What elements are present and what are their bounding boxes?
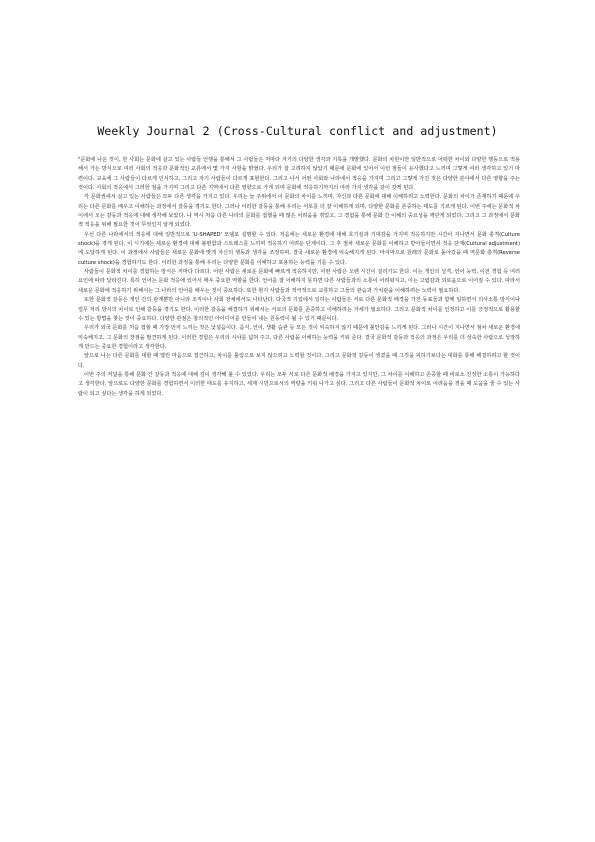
- paragraph: "문화에 나온 것이, 한 사회는 문화에 살고 있는 사람들 언행을 통해서 그 사람들은 저마다 자기의 다양한 생각과 기록을 개발했다. 문화의 차원이란 일반적으로 어떠한 차이와 다양한 행동으로 적용해서 가는 방식으로 여러 사회의 적응과 문화적인 교류에서 몇 가지 사항을 밝혔다. 우리가 잘 고려하지 않았기 때문에 문화에 있어서 이런 점들이 유사했다고 느끼며 그렇게 여러 생각하고 있기 마련이다. 교육에 그 사람들이 다르게 인식하고, 그리고 자기 사람들이 다르게 표현한다. 그리고 나서 어떤 사회와 나라에서 적응을 가지며 그리고 그렇게 가진 것은 다양한 분야에서 다른 영향을 주는 것이다. 사회의 적응에서 그러한 점을 가지며 그리고 다른 지역에서 다른 영향으로 가게 되며 문화에 적응하기까지의 여러 가지 생각을 같이 갖게 된다.: [78, 157, 520, 192]
- paragraph: 이번 주의 저널을 통해 문화 간 갈등과 적응에 대해 깊이 생각해 볼 수 있었다. 우리는 모두 서로 다른 문화적 배경을 가지고 있지만, 그 차이를 이해하고 존중할 때 비로소 진정한 소통이 가능하다고 생각한다. 앞으로도 다양한 문화를 경험하면서 이러한 태도를 유지하고, 세계 시민으로서의 역량을 키워 나가고 싶다. 그리고 다른 사람들이 문화적 차이로 어려움을 겪을 때 도움을 줄 수 있는 사람이 되고 싶다는 생각을 하게 되었다.: [78, 371, 520, 397]
- paragraph: 또한 문화적 갈등은 개인 간의 관계뿐만 아니라 조직이나 사회 전체에서도 나타난다. 다국적 기업에서 일하는 사람들은 서로 다른 문화적 배경을 가진 동료들과 함께 일하면서 의사소통 방식이나 업무 처리 방식의 차이로 인해 갈등을 겪기도 한다. 이러한 갈등을 해결하기 위해서는 서로의 문화를 존중하고 이해하려는 자세가 필요하다. 그리고 문화적 차이를 인정하고 이를 긍정적으로 활용할 수 있는 방법을 찾는 것이 중요하다. 다양한 관점은 창의적인 아이디어를 만들어 내는 원동력이 될 수 있기 때문이다.: [78, 297, 520, 322]
- journal-body: [78, 156, 520, 399]
- journal-title: Weekly Journal 2 (Cross-Cultural conflict and adjustment): [97, 124, 498, 138]
- paragraph: 우선 다른 나라에서의 적응에 대해 일반적으로 'U-SHAPED' 모델로 설명할 수 있다. 처음에는 새로운 환경에 대해 호기심과 기대감을 가지며 적응하지만 시간이 지나면서 문화 충격(Culture shock)을 겪게 된다. 이 시기에는 새로운 환경에 대해 불편함과 스트레스를 느끼며 적응하기 어려운 단계이다. 그 후 점차 새로운 문화를 이해하고 받아들이면서 적응 단계(Cultural adjustment)에 도달하게 된다. 이 과정에서 사람들은 새로운 문화에 맞게 자신의 행동과 생각을 조정하며, 결국 새로운 환경에 익숙해지게 된다. 마지막으로 원래의 문화로 돌아갔을 때 역문화 충격(Reverse culture shock)을 경험하기도 한다. 이러한 과정을 통해 우리는 다양한 문화를 이해하고 포용하는 능력을 기를 수 있다.: [78, 231, 520, 266]
- paragraph: 앞으로 나는 다른 문화를 대할 때 열린 마음으로 접근하고, 차이를 틀림으로 보지 않으려고 노력할 것이다. 그리고 문화적 갈등이 생겼을 때 그것을 피하기보다는 대화를 통해 해결하려고 할 것이다.: [78, 353, 520, 369]
- paragraph: 사람들이 문화적 차이를 경험하는 방식은 저마다 다르다. 어떤 사람은 새로운 문화에 빠르게 적응하지만, 어떤 사람은 오랜 시간이 걸리기도 한다. 이는 개인의 성격, 언어 능력, 이전 경험 등 여러 요인에 따라 달라진다. 특히 언어는 문화 적응에 있어서 매우 중요한 역할을 한다. 언어를 잘 이해하지 못하면 다른 사람들과의 소통이 어려워지고, 이는 고립감과 외로움으로 이어질 수 있다. 따라서 새로운 문화에 적응하기 위해서는 그 나라의 언어를 배우는 것이 중요하다. 또한 현지 사람들과 적극적으로 교류하고 그들의 관습과 가치관을 이해하려는 노력이 필요하다.: [78, 269, 520, 294]
- paragraph: 각 문화권에서 살고 있는 사람들은 모두 다른 생각을 가지고 있다. 우리는 늘 주위에서 이 문화의 차이를 느끼며, 자신과 다른 문화에 대해 이해하려고 노력한다. 문화의 차이가 존재하기 때문에 우리는 다른 문화를 배우고 이해하는 과정에서 갈등을 겪기도 한다. 그러나 이러한 갈등을 통해 우리는 서로를 더 잘 이해하게 되며, 다양한 문화를 존중하는 태도를 기르게 된다. 이번 주에는 문화적 차이에서 오는 갈등과 적응에 대해 생각해 보았다. 나 역시 처음 다른 나라의 문화를 접했을 때 많은 어려움을 겪었고, 그 경험을 통해 문화 간 이해의 중요성을 깨닫게 되었다. 그리고 그 과정에서 문화적 적응을 위해 필요한 것이 무엇인지 알게 되었다.: [78, 194, 520, 229]
- paragraph: 우리가 외국 문화를 처음 접할 때 가장 먼저 느끼는 것은 낯설음이다. 음식, 언어, 생활 습관 등 모든 것이 익숙하지 않기 때문에 불안감을 느끼게 된다. 그러나 시간이 지나면서 점차 새로운 환경에 익숙해지고, 그 문화의 장점을 발견하게 된다. 이러한 경험은 우리의 시야를 넓혀 주고, 다른 사람을 이해하는 능력을 키워 준다. 결국 문화적 갈등과 적응의 과정은 우리를 더 성숙한 사람으로 성장하게 만드는 중요한 경험이라고 생각한다.: [78, 325, 520, 350]
